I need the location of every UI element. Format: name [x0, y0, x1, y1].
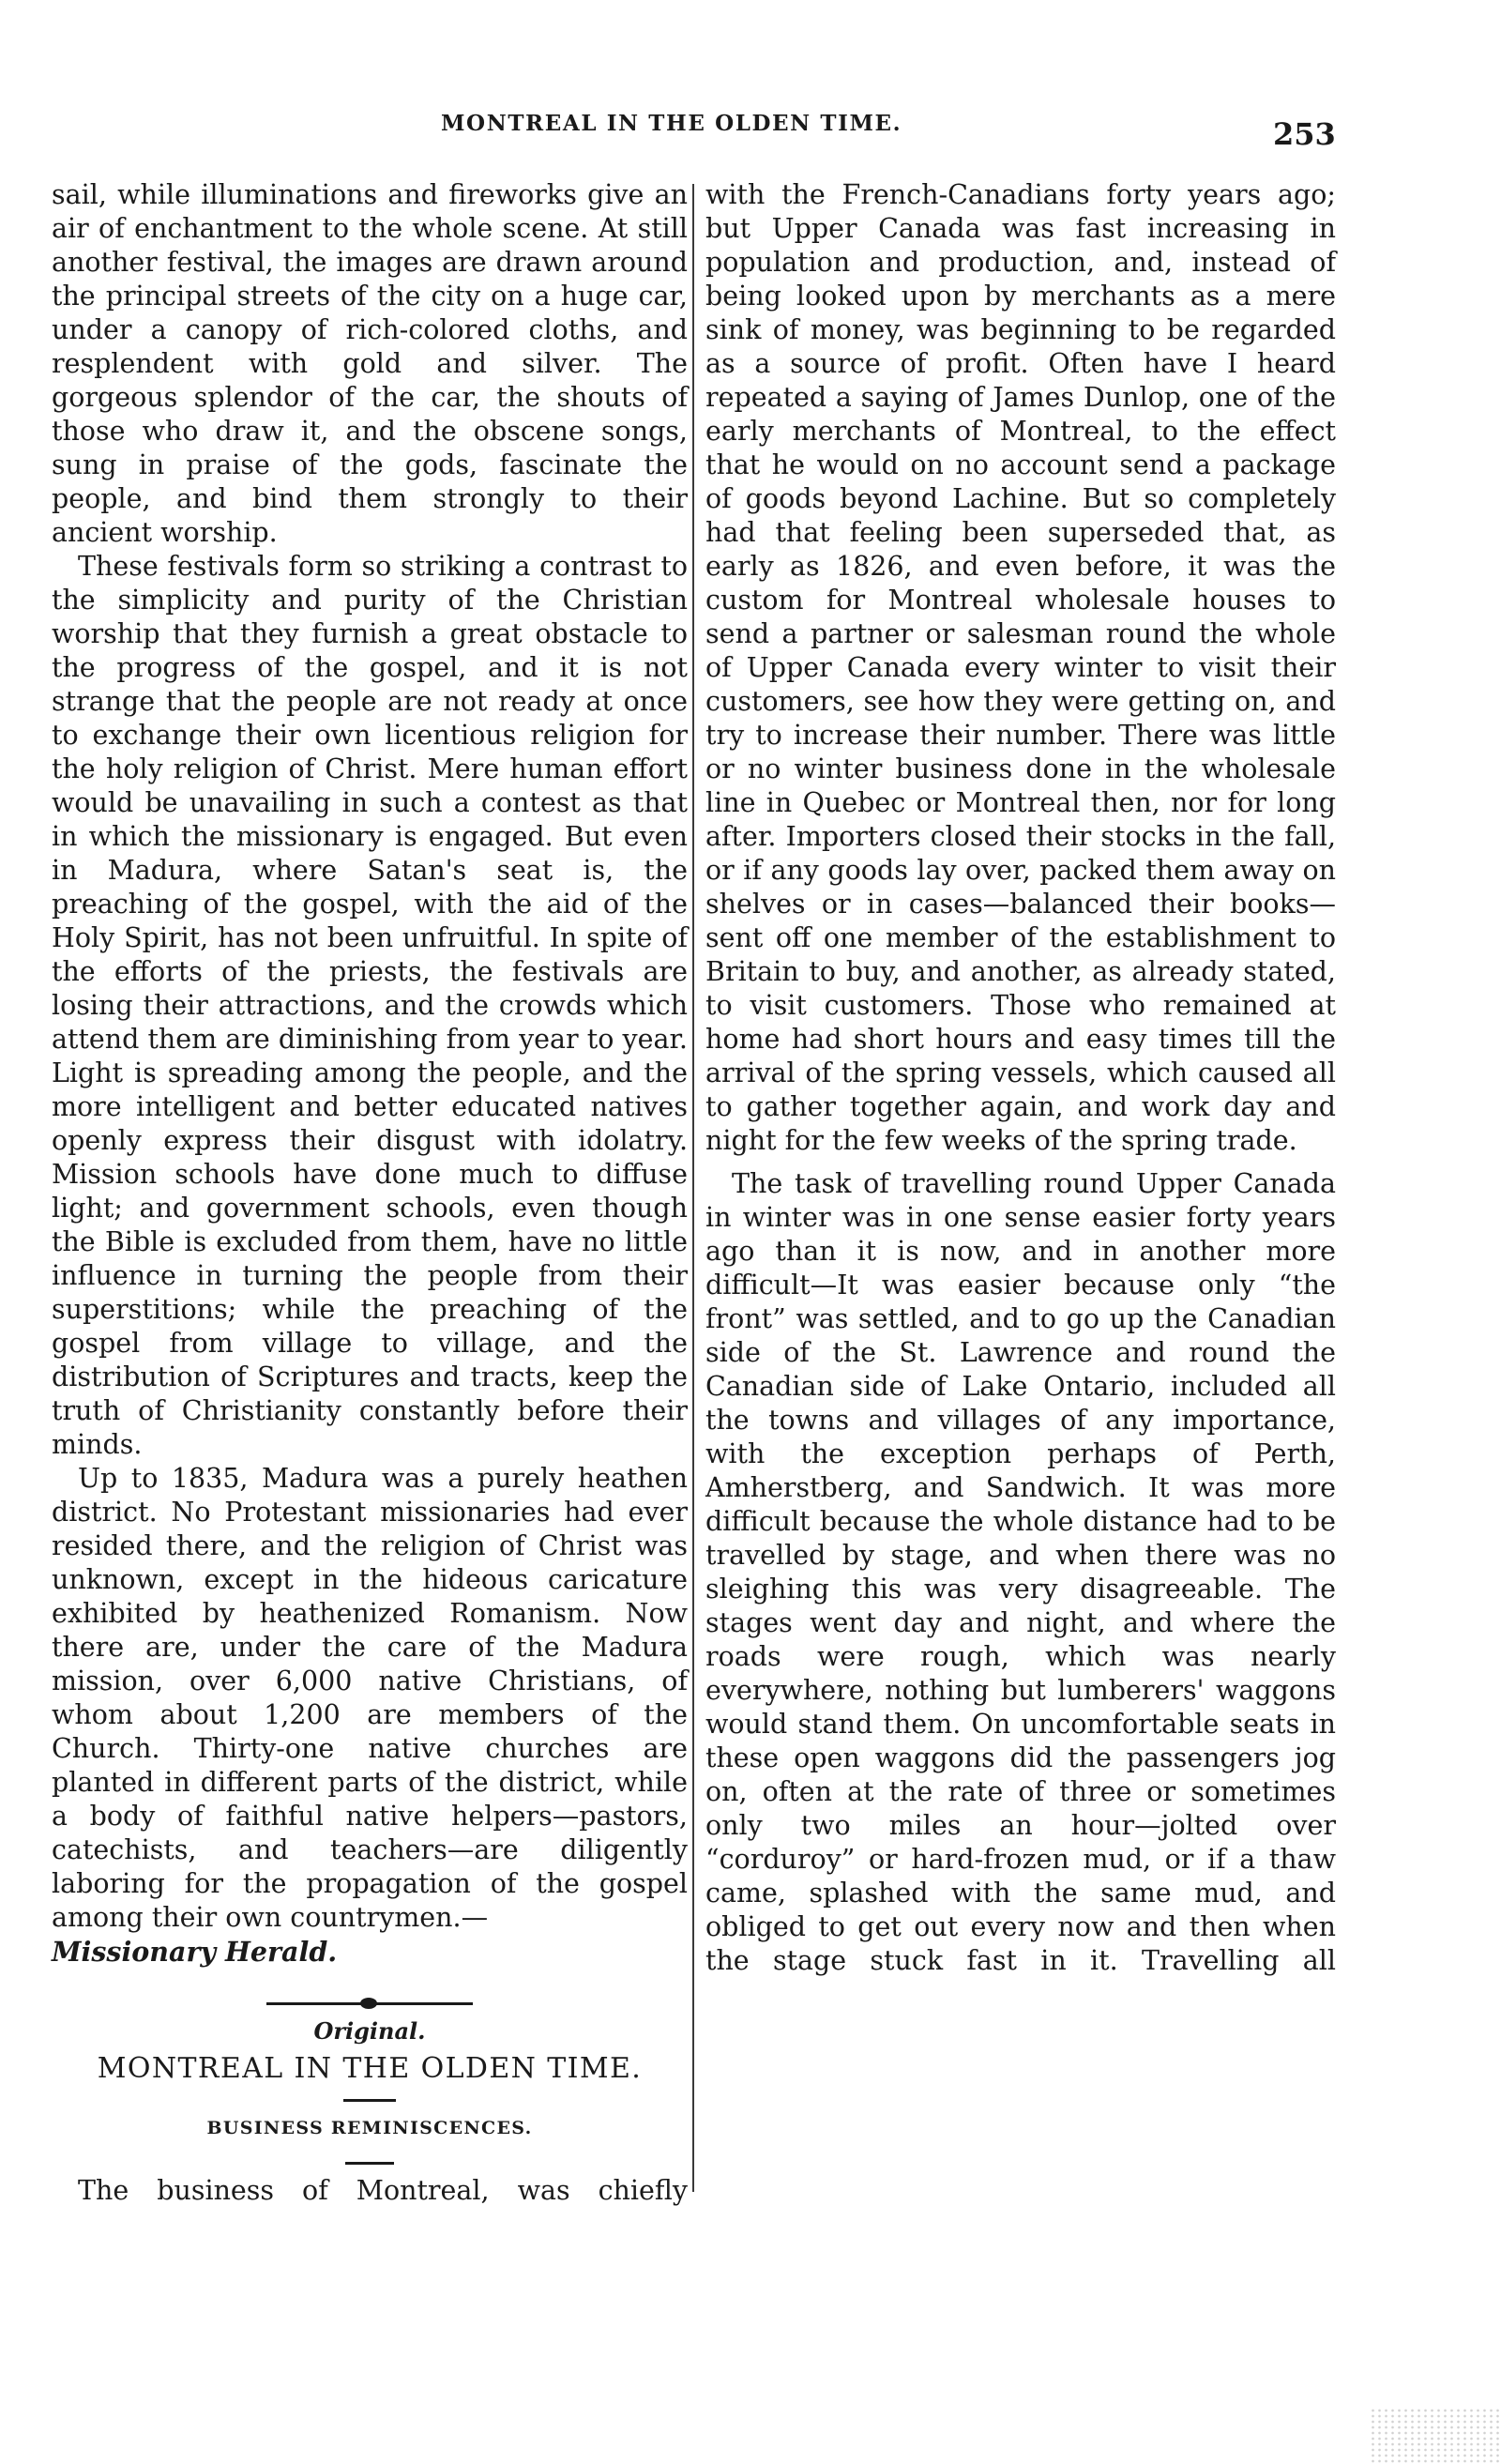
section-subtitle: BUSINESS REMINISCENCES. [206, 2118, 533, 2138]
right-column [705, 178, 1336, 1978]
paper-speckle [1370, 2408, 1501, 2464]
page-number: 253 [1273, 116, 1336, 152]
running-head: MONTREAL IN THE OLDEN TIME. [441, 111, 902, 136]
left-paragraph-2: These festivals form so striking a contrast to the simplicity and purity of the Christian worship that they furnish a great obstacle to the progress of the gospel, and it is not strange that the people are not ready at once to exchange their own licentious religion for the holy religion of Christ. Mere human effort would be unavailing in such a contest as that in which the missionary is engaged. But even in Madura, where Satan's seat is, the preaching of the gospel, with the aid of the Holy Spirit, has not been unfruitful. In spite of the efforts of the priests, the festivals are losing their attractions, and the crowds which attend them are diminishing from year to year. Light is spreading among the people, and the more intelligent and better educated natives openly express their disgust with idolatry. Mission schools have done much to diffuse light; and government schools, even though the Bible is excluded from them, have no little influence in turning the people from their superstitions; while the preaching of the gospel from village to village, and the distribution of Scriptures and tracts, keep the truth of Christianity constantly before their minds. [52, 551, 688, 1460]
section-title: MONTREAL IN THE OLDEN TIME. [97, 2052, 643, 2085]
left-paragraph-1: sail, while illuminations and fireworks give an air of enchantment to the whole scene. At still another festival, the images are drawn around the principal streets of the city on a huge car, under a canopy of rich-colored cloths, and resplendent with gold and silver. The gorgeous splendor of the car, the shouts of those who draw it, and the obscene songs, sung in praise of the gods, fascinate the people, and bind them strongly to their ancient worship. [52, 179, 688, 548]
left-paragraph-3: Up to 1835, Madura was a purely heathen district. No Protestant missionaries had ever resided there, and the religion of Christ was unknown, except in the hideous caricature exhibited by heathenized Romanism. Now there are, under the care of the Madura mission, over 6,000 native Christians, of whom about 1,200 are members of the Church. Thirty-one native churches are planted in different parts of the district, while a body of faithful native helpers—pastors, catechists, and teachers—are diligently laboring for the propagation of the gospel among their own countrymen.— [52, 1463, 688, 1933]
right-paragraph-1: with the French-Canadians forty years ago; but Upper Canada was fast increasing in population and production, and, instead of being looked upon by merchants as a mere sink of money, was beginning to be regarded as a source of profit. Often have I heard repeated a saying of James Dunlop, one of the early merchants of Montreal, to the effect that he would on no account send a package of goods beyond Lachine. But so completely had that feeling been superseded that, as early as 1826, and even before, it was the custom for Montreal wholesale houses to send a partner or salesman round the whole of Upper Canada every winter to visit their customers, see how they were getting on, and try to increase their number. There was little or no winter business done in the wholesale line in Quebec or Montreal then, nor for long after. Importers closed their stocks in the fall, or if any goods lay over, packed them away on shelves or in cases—balanced their books—sent off one member of the establishment to Britain to buy, and another, as already stated, to visit customers. Those who remained at home had short hours and easy times till the arrival of the spring vessels, which caused all to gather together again, and work day and night for the few weeks of the spring trade. [705, 179, 1336, 1156]
right-paragraph-2: The task of travelling round Upper Canada in winter was in one sense easier forty years ago than it is now, and in another more difficult—It was easier because only “the front” was settled, and to go up the Canadian side of the St. Lawrence and round the Canadian side of Lake Ontario, included all the towns and villages of any importance, with the exception perhaps of Perth, Amherstberg, and Sandwich. It was more difficult because the whole distance had to be travelled by stage, and when there was no sleighing this was very disagreeable. The stages went day and night, and where the roads were rough, which was nearly everywhere, nothing but lumberers' waggons would stand them. On uncomfortable seats in these open waggons did the passengers jog on, often at the rate of three or sometimes only two miles an hour—jolted over “corduroy” or hard-frozen mud, or if a thaw came, splashed with the same mud, and obliged to get out every now and then when the stage stuck fast in it. Travelling all [705, 1168, 1336, 1976]
attribution: Missionary Herald. [52, 1936, 338, 1968]
left-column [52, 178, 688, 2208]
original-label: Original. [313, 2017, 426, 2045]
column-divider [692, 184, 694, 2192]
left-paragraph-4: The business of Montreal, was chiefly [78, 2175, 688, 2206]
short-rule-2 [345, 2162, 394, 2165]
ornamental-rule [266, 2002, 473, 2005]
short-rule [343, 2099, 396, 2102]
